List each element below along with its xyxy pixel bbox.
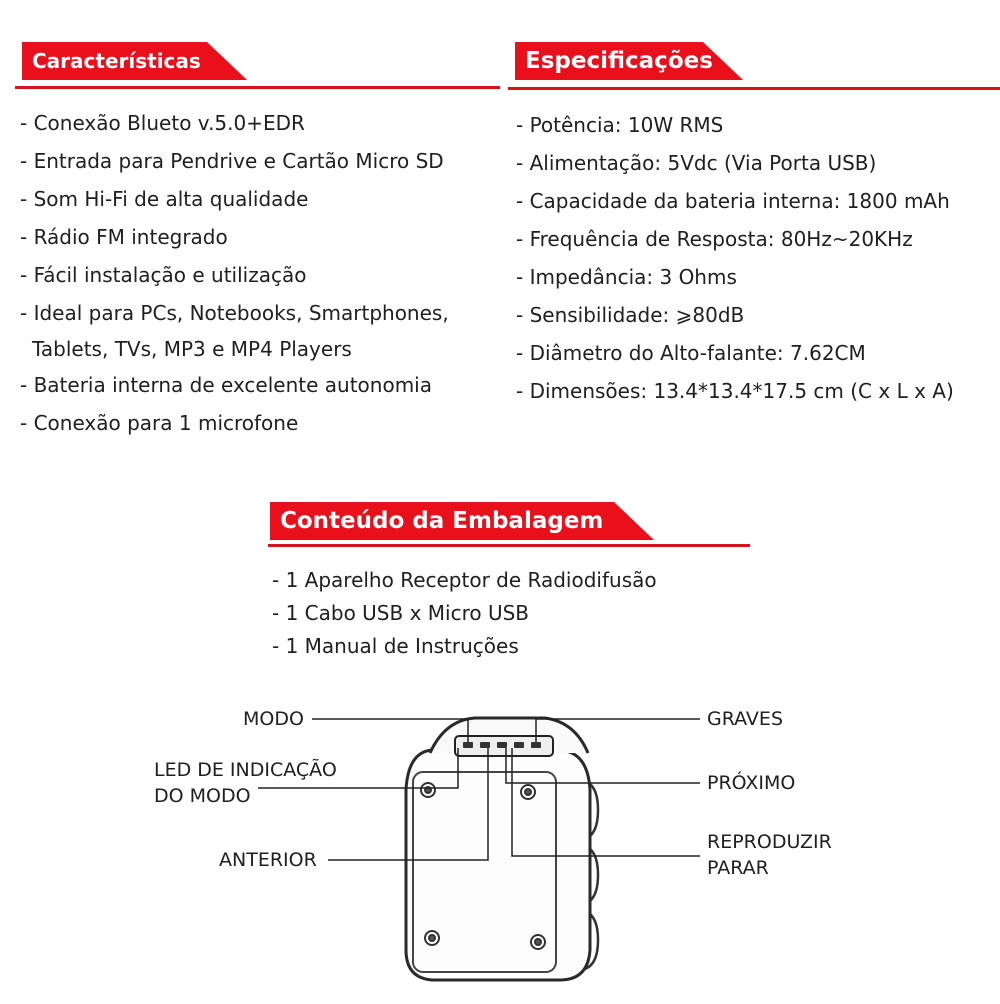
list-item: - 1 Aparelho Receptor de Radiodifusão [272,568,657,592]
label-led-line1: LED DE INDICAÇÃO [154,759,337,781]
list-item: - Ideal para PCs, Notebooks, Smartphones, [20,301,449,325]
features-banner [22,42,247,80]
list-item: - Fácil instalação e utilização [20,263,307,287]
label-graves: GRAVES [707,708,783,730]
list-item: - 1 Manual de Instruções [272,634,519,658]
list-item: - 1 Cabo USB x Micro USB [272,601,530,625]
contents-title: Conteúdo da Embalagem [280,508,604,534]
specs-title: Especificações [525,48,713,74]
features-title: Características [32,49,201,73]
specs-banner [515,42,743,80]
list-item: - Frequência de Resposta: 80Hz~20KHz [516,227,913,251]
speaker-illustration [0,680,1000,1000]
list-item: - Potência: 10W RMS [516,113,724,137]
list-item: - Conexão Blueto v.5.0+EDR [20,111,305,135]
specs-rule [508,87,1000,90]
speaker-diagram [0,680,1000,1000]
list-item: - Entrada para Pendrive e Cartão Micro SD [20,149,444,173]
list-item: - Rádio FM integrado [20,225,228,249]
label-anterior: ANTERIOR [219,849,317,871]
contents-list [272,564,657,663]
list-item: - Conexão para 1 microfone [20,411,299,435]
list-item: - Diâmetro do Alto-falante: 7.62CM [516,341,866,365]
contents-banner [270,502,654,540]
list-item: - Bateria interna de excelente autonomia [20,373,432,397]
label-reproduzir-line1: REPRODUZIR [707,831,832,853]
list-item: - Capacidade da bateria interna: 1800 mAh [516,189,950,213]
contents-rule [268,544,750,547]
label-modo: MODO [243,708,304,730]
list-item: - Sensibilidade: ⩾80dB [516,303,745,327]
features-list [20,104,449,442]
label-led-line2: DO MODO [154,785,251,807]
specs-list [516,106,954,410]
label-proximo: PRÓXIMO [707,772,796,794]
features-rule [15,86,500,89]
list-item: - Alimentação: 5Vdc (Via Porta USB) [516,151,877,175]
list-item: Tablets, TVs, MP3 e MP4 Players [32,337,352,361]
label-reproduzir-line2: PARAR [707,857,769,879]
list-item: - Som Hi-Fi de alta qualidade [20,187,309,211]
list-item: - Dimensões: 13.4*13.4*17.5 cm (C x L x A) [516,379,954,403]
list-item: - Impedância: 3 Ohms [516,265,737,289]
